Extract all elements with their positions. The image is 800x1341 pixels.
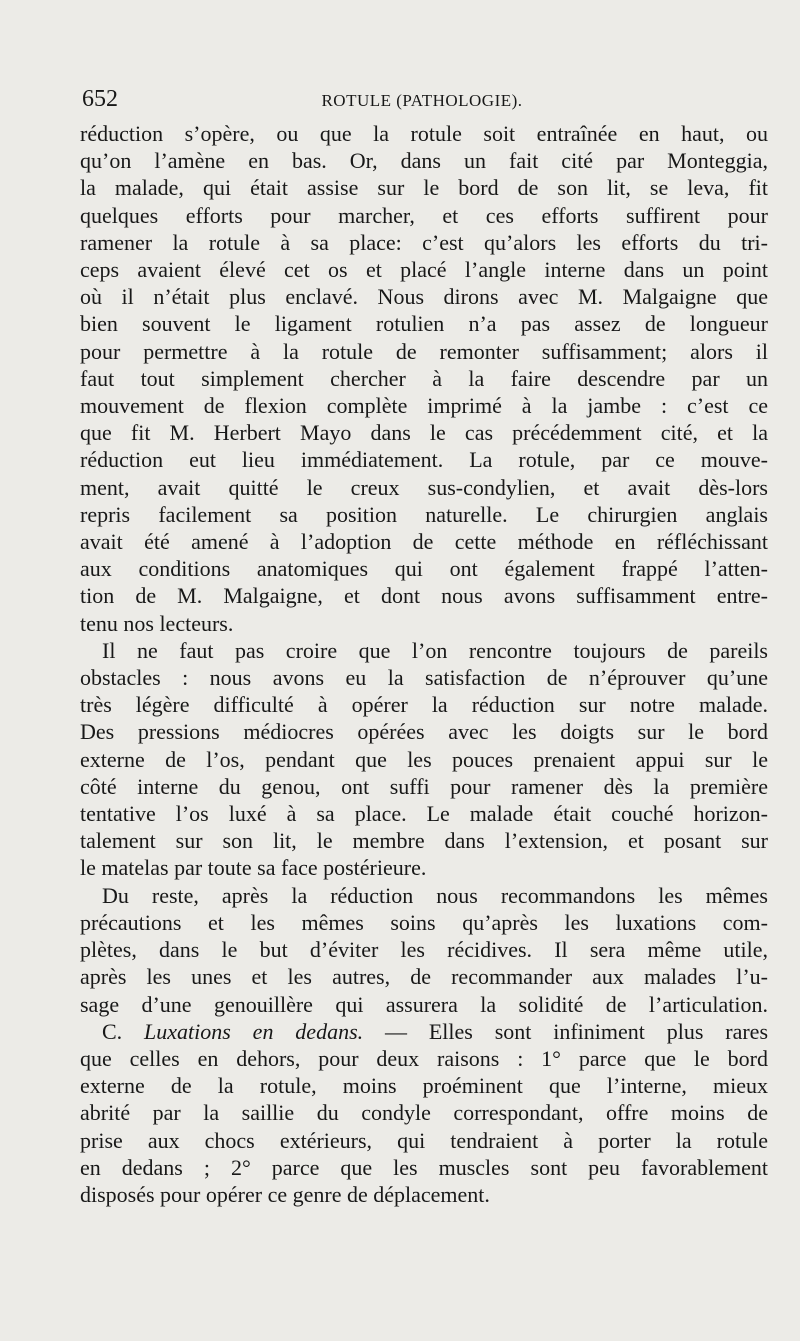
section-title: Luxations en dedans. (144, 1018, 364, 1044)
text-line: réduction s’opère, ou que la rotule soit entraînée en haut, ou (80, 121, 768, 146)
text-line: mouvement de flexion complète imprimé à la jambe : c’est ce (80, 393, 768, 419)
text-line: sage d’une genouillère qui assurera la solidité de l’articulation. (80, 991, 768, 1017)
text-line: tentative l’os luxé à sa place. Le malade était couché horizon- (80, 801, 768, 827)
text-line: externe de la rotule, moins proéminent que l’interne, mieux (80, 1073, 768, 1099)
text-line: précautions et les mêmes soins qu’après les luxations com- (80, 909, 768, 935)
text-line: repris facilement sa position naturelle. Le chirurgien anglais (80, 501, 768, 527)
text-line: aux conditions anatomiques qui ont également frappé l’atten- (80, 556, 768, 582)
text-line: pour permettre à la rotule de remonter suffisamment; alors il (80, 338, 768, 364)
text-line: Il ne faut pas croire que l’on rencontre toujours de pareils (102, 637, 768, 663)
text-line: Des pressions médiocres opérées avec les doigts sur le bord (80, 719, 768, 745)
text-line: que fit M. Herbert Mayo dans le cas précédemment cité, et la (80, 420, 768, 446)
text-line: talement sur son lit, le membre dans l’extension, et posant sur (80, 828, 768, 854)
text-line: Du reste, après la réduction nous recommandons les mêmes (102, 882, 768, 908)
body-text (80, 120, 768, 1208)
running-title-sub: (PATHOLOGIE). (396, 91, 523, 110)
running-title-main: ROTULE (321, 91, 392, 110)
text-line: où il n’était plus enclavé. Nous dirons avec M. Malgaigne que (80, 284, 768, 310)
text-line: après les unes et les autres, de recommander aux malades l’u- (80, 964, 768, 990)
text-line: qu’on l’amène en bas. Or, dans un fait cité par Monteggia, (80, 148, 768, 174)
section-label: C. (102, 1018, 123, 1044)
text-line: avait été amené à l’adoption de cette méthode en réfléchissant (80, 529, 768, 555)
paragraph-1 (80, 120, 768, 637)
text-line: ramener la rotule à sa place: c’est qu’alors les efforts du tri- (80, 229, 768, 255)
text-line: externe de l’os, pendant que les pouces prenaient appui sur le (80, 746, 768, 772)
text-line: quelques efforts pour marcher, et ces efforts suffirent pour (80, 202, 768, 228)
text-line: la malade, qui était assise sur le bord de son lit, se leva, fit (80, 175, 768, 201)
paragraph-2 (80, 637, 768, 882)
page-header (82, 84, 762, 116)
paragraph-4 (80, 1018, 768, 1208)
paragraph-3 (80, 882, 768, 1018)
text-line: réduction eut lieu immédiatement. La rotule, par ce mouve- (80, 447, 768, 473)
text-line: tion de M. Malgaigne, et dont nous avons suffisamment entre- (80, 583, 768, 609)
text-line: que celles en dehors, pour deux raisons : 1° parce que le bord (80, 1045, 768, 1071)
running-title (82, 88, 762, 114)
text-line: obstacles : nous avons eu la satisfaction de n’éprouver qu’une (80, 665, 768, 691)
text-line: prise aux chocs extérieurs, qui tendraient à porter la rotule (80, 1127, 768, 1153)
text-line: ceps avaient élevé cet os et placé l’angle interne dans un point (80, 257, 768, 283)
text-line: le matelas par toute sa face postérieure. (80, 855, 427, 881)
text-line: faut tout simplement chercher à la faire descendre par un (80, 365, 768, 391)
text-line: ment, avait quitté le creux sus-condylien, et avait dès-lors (80, 474, 768, 500)
text-line: abrité par la saillie du condyle correspondant, offre moins de (80, 1100, 768, 1126)
text-line: côté interne du genou, ont suffi pour ramener dès la première (80, 773, 768, 799)
text-line: disposés pour opérer ce genre de déplacement. (80, 1181, 490, 1207)
text-line: plètes, dans le but d’éviter les récidives. Il sera même utile, (80, 937, 768, 963)
text-line: très légère difficulté à opérer la réduction sur notre malade. (80, 692, 768, 718)
page-number: 652 (82, 86, 118, 112)
text-line: tenu nos lecteurs. (80, 610, 234, 636)
section-first-line: — Elles sont infiniment plus rares (385, 1018, 769, 1044)
section-heading-line (80, 1018, 768, 1045)
text-line: bien souvent le ligament rotulien n’a pas assez de longueur (80, 311, 768, 337)
text-line: en dedans ; 2° parce que les muscles sont peu favorablement (80, 1154, 768, 1180)
